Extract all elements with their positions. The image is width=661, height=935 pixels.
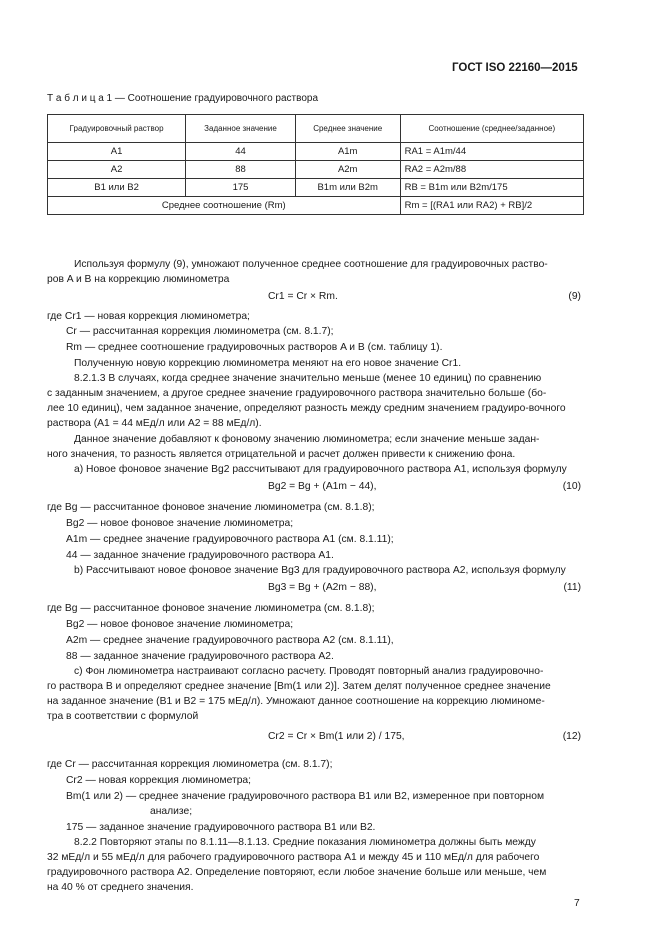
equation: Cr2 = Cr × Bm(1 или 2) / 175, (268, 731, 405, 742)
ratio-table (47, 114, 584, 215)
table-header-cell: Среднее значение (295, 115, 400, 143)
text-line: анализе; (150, 806, 193, 817)
text-line: го раствора B и определяют среднее значение [Bm(1 или 2)]. Затем делят полученное среднее значение (47, 681, 551, 692)
text-line: на заданное значение (B1 и B2 = 175 мЕд/л). Умножают данное соотношение на коррекцию люминоме- (47, 696, 545, 707)
text-line: 175 — заданное значение градуировочного раствора B1 или B2. (66, 822, 376, 833)
table-cell: A1 (48, 143, 186, 161)
table-cell: RB = B1m или B2m/175 (400, 179, 583, 197)
table-row (48, 143, 584, 161)
table-row (48, 161, 584, 179)
text-line: тра в соответствии с формулой (47, 711, 199, 722)
text-line: 32 мЕд/л и 55 мЕд/л для рабочего градуировочного раствора A1 и между 45 и 110 мЕд/л для рабочего (47, 852, 540, 863)
table-cell: 175 (186, 179, 296, 197)
text-line: Данное значение добавляют к фоновому значению люминометра; если значение меньше задан- (74, 434, 540, 445)
equation: Bg3 = Bg + (A2m − 88), (268, 582, 377, 593)
text-line: где Bg — рассчитанное фоновое значение люминометра (см. 8.1.8); (47, 502, 375, 513)
text-line: Полученную новую коррекцию люминометра меняют на его новое значение Cr1. (74, 358, 462, 369)
text-line: Bg2 — новое фоновое значение люминометра; (66, 619, 294, 630)
text-line: с заданным значением, а другое среднее значение градуировочного раствора значительно больше (бо- (47, 388, 547, 399)
text-line: Используя формулу (9), умножают полученное среднее соотношение для градуировочных раство- (74, 259, 548, 270)
text-line: Bm(1 или 2) — среднее значение градуировочного раствора B1 или B2, измеренное при повторном (66, 791, 545, 802)
equation: Cr1 = Cr × Rm. (268, 291, 338, 302)
table-cell: 88 (186, 161, 296, 179)
table-summary-label: Среднее соотношение (Rm) (48, 197, 401, 215)
text-line: 8.2.2 Повторяют этапы по 8.1.11—8.1.13. Средние показания люминометра должны быть между (74, 837, 536, 848)
table-cell: B1m или B2m (295, 179, 400, 197)
table-cell: A2 (48, 161, 186, 179)
table-cell: RA1 = A1m/44 (400, 143, 583, 161)
equation: Bg2 = Bg + (A1m − 44), (268, 481, 377, 492)
equation-number: (11) (563, 582, 581, 593)
text-line: 44 — заданное значение градуировочного раствора A1. (66, 550, 334, 561)
table-row (48, 179, 584, 197)
table-header-cell: Заданное значение (186, 115, 296, 143)
table-header-cell: Градуировочный раствор (48, 115, 186, 143)
text-line: где Bg — рассчитанное фоновое значение люминометра (см. 8.1.8); (47, 603, 375, 614)
table-cell: B1 или B2 (48, 179, 186, 197)
text-line: на 40 % от среднего значения. (47, 882, 194, 893)
text-line: Bg2 — новое фоновое значение люминометра; (66, 518, 294, 529)
text-line: 88 — заданное значение градуировочного раствора A2. (66, 651, 334, 662)
table-title: Т а б л и ц а 1 — Соотношение градуировочного раствора (47, 93, 319, 104)
text-line: 8.2.1.3 В случаях, когда среднее значение значительно меньше (менее 10 единиц) по сравнению (74, 373, 542, 384)
text-line: b) Рассчитывают новое фоновое значение Bg3 для градуировочного раствора A2, используя формулу (74, 565, 566, 576)
text-line: A2m — среднее значение градуировочного раствора A2 (см. 8.1.11), (66, 635, 394, 646)
table-summary-row (48, 197, 584, 215)
text-line: Cr — рассчитанная коррекция люминометра (см. 8.1.7); (66, 326, 334, 337)
text-line: c) Фон люминометра настраивают согласно расчету. Проводят повторный анализ градуировочно- (74, 666, 544, 677)
text-line: где Cr — рассчитанная коррекция люминометра (см. 8.1.7); (47, 759, 333, 770)
table-header-cell: Соотношение (среднее/заданное) (400, 115, 583, 143)
table-cell: A2m (295, 161, 400, 179)
text-line: где Cr1 — новая коррекция люминометра; (47, 311, 250, 322)
text-line: ров A и B на коррекцию люминометра (47, 274, 230, 285)
table-cell: RA2 = A2m/88 (400, 161, 583, 179)
table-summary-value: Rm = [(RA1 или RA2) + RB]/2 (400, 197, 583, 215)
text-line: раствора (A1 = 44 мЕд/л или A2 = 88 мЕд/л). (47, 418, 262, 429)
text-line: a) Новое фоновое значение Bg2 рассчитывают для градуировочного раствора A1, используя формулу (74, 464, 567, 475)
document-header: ГОСТ ISO 22160—2015 (452, 62, 578, 74)
text-line: ного значения, то разность является отрицательной и расчет должен привести к снижению фона. (47, 449, 516, 460)
text-line: A1m — среднее значение градуировочного раствора A1 (см. 8.1.11); (66, 534, 394, 545)
equation-number: (10) (562, 481, 581, 492)
table-cell: 44 (186, 143, 296, 161)
equation-number: (12) (562, 731, 581, 742)
text-line: лее 10 единиц), чем заданное значение, определяют разность между средним значением градуиро-вочного (47, 403, 566, 414)
text-line: Cr2 — новая коррекция люминометра; (66, 775, 252, 786)
text-line: Rm — среднее соотношение градуировочных растворов A и B (см. таблицу 1). (66, 342, 443, 353)
equation-number: (9) (568, 291, 581, 302)
table-cell: A1m (295, 143, 400, 161)
text-line: градуировочного раствора A2. Определение повторяют, если любое значение больше или меньше, чем (47, 867, 547, 878)
page-number: 7 (574, 898, 580, 909)
table-header-row (48, 115, 584, 143)
